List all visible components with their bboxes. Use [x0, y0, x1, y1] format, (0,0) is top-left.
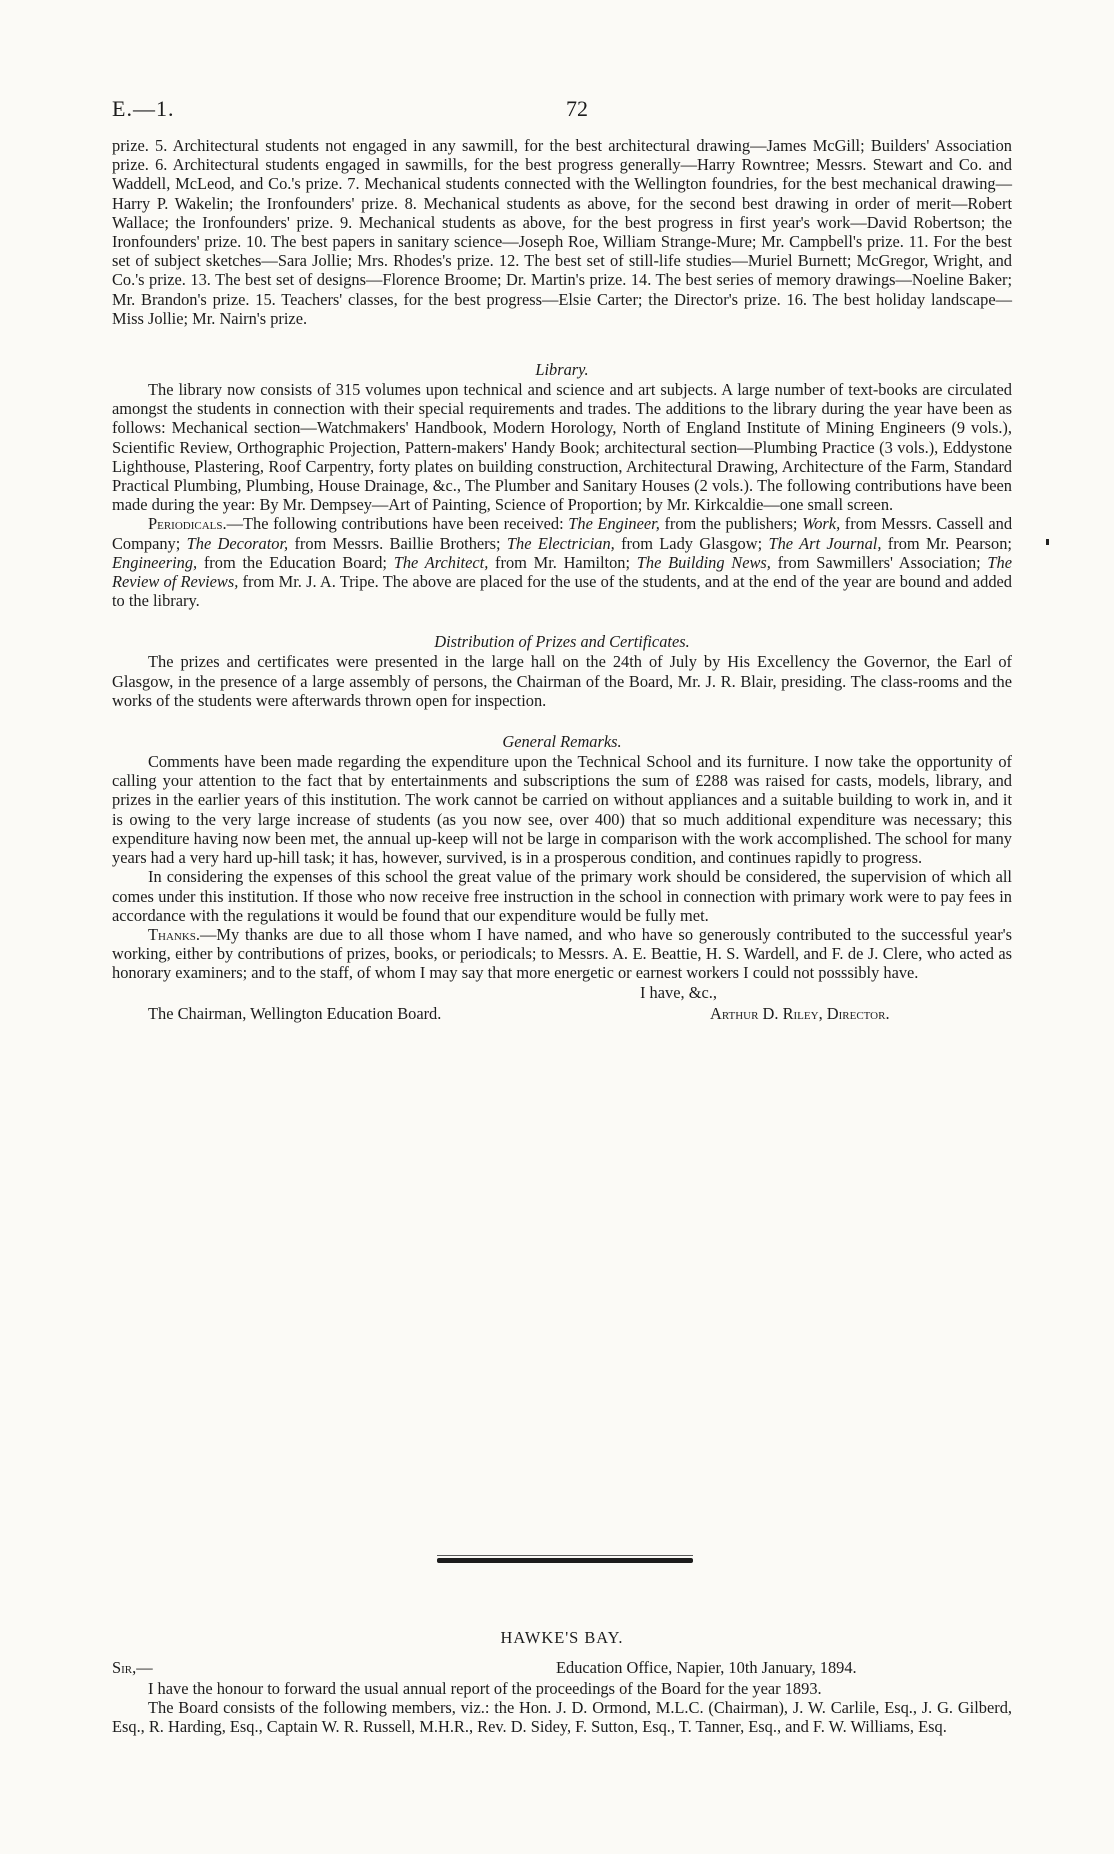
page-header: [112, 96, 1012, 136]
dateline: Education Office, Napier, 10th January, 1894.: [556, 1658, 857, 1677]
thanks-label: Thanks.: [148, 924, 201, 944]
margin-mark: [1046, 539, 1049, 545]
hawkes-bay-section: [112, 1628, 1012, 1737]
prizes-paragraph: prize. 5. Architectural students not engaged in any sawmill, for the best architectural drawing—James McGill; Builders' Association prize. 6. Architectural students engaged in sawmills, for the best progress generally—Harry Rowntree; Messrs. Stewart and Co. and Waddell, McLeod, and Co.'s prize. 7. Mechanical students connected with the Wellington foundries, for the best mechanical drawing—Harry P. Wakelin; the Ironfounders' prize. 8. Mechanical students as above, for the second best drawing in order of merit—Robert Wallace; the Ironfounders' prize. 9. Mechanical students as above, for the best progress in first year's work—David Robertson; the Ironfounders' prize. 10. The best papers in sanitary science—Joseph Roe, William Strange-Mure; Mr. Campbell's prize. 11. For the best set of subject sketches—Sara Jollie; Mrs. Rhodes's prize. 12. The best set of still-life studies—Muriel Burnett; McGregor, Wright, and Co.'s prize. 13. The best set of designs—Florence Broome; Dr. Martin's prize. 14. The best series of memory drawings—Noeline Baker; Mr. Brandon's prize. 15. Teachers' classes, for the best progress—Elsie Carter; the Director's prize. 16. The best holiday landscape—Miss Jollie; Mr. Nairn's prize.: [112, 136, 1012, 328]
library-title: Library.: [535, 360, 589, 380]
page-reference: E.—1.: [112, 96, 175, 121]
hawkes-bay-title: HAWKE'S BAY.: [500, 1628, 624, 1647]
signer: Arthur D. Riley, Director.: [710, 1003, 890, 1023]
signature-row: [112, 1004, 1012, 1025]
addressee: The Chairman, Wellington Education Board.: [148, 1003, 442, 1023]
section-divider: [437, 1558, 693, 1563]
dateline-row: [112, 1658, 1012, 1679]
closing-row: [112, 983, 1012, 1004]
document-page: [112, 96, 1012, 1025]
hawkes-bay-paragraph-2: The Board consists of the following members, viz.: the Hon. J. D. Ormond, M.L.C. (Chairman), J. W. Carlile, Esq., J. G. Gilberd, Esq., R. Harding, Esq., Captain W. R. Russell, M.H.R., Rev. D. Sidey, F. Sutton, Esq., T. Tanner, Esq., and F. W. Williams, Esq.: [112, 1698, 1012, 1737]
salutation: Sir,—: [112, 1658, 153, 1677]
periodicals-label: Periodicals.: [148, 514, 227, 534]
closing: I have, &c.,: [640, 982, 717, 1002]
thanks-paragraph: Thanks.—My thanks are due to all those whom I have named, and who have so generously contributed to the successful year's working, either by contributions of prizes, books, or periodicals; to Messrs. A. E. Beattie, H. S. Wardell, and F. de J. Clere, who acted as honorary examiners; and to the staff, of whom I may say that more energetic or earnest workers I could not posssibly have.: [112, 924, 1012, 983]
distribution-paragraph: The prizes and certificates were presented in the large hall on the 24th of July by His Excellency the Governor, the Earl of Glasgow, in the presence of a large assembly of persons, the Chairman of the Board, Mr. J. R. Blair, presiding. The class-rooms and the works of the students were afterwards thrown open for inspection.: [112, 652, 1012, 710]
hawkes-bay-paragraph-1: I have the honour to forward the usual annual report of the proceedings of the Board for the year 1893.: [148, 1679, 822, 1698]
remarks-title: General Remarks.: [502, 732, 622, 752]
periodicals-paragraph: Periodicals.—The following contributions have been received: The Engineer, from the publishers; Work, from Messrs. Cassell and Company; The Decorator, from Messrs. Baillie Brothers; The Electrician, from Lady Glasgow; The Art Journal, from Mr. Pearson; Engineering, from the Education Board; The Architect, from Mr. Hamilton; The Building News, from Sawmillers' Association; The Review of Reviews, from Mr. J. A. Tripe. The above are placed for the use of the students, and at the end of the year are bound and added to the library.: [112, 514, 1013, 611]
remarks-paragraph-1: Comments have been made regarding the expenditure upon the Technical School and its furniture. I now take the opportunity of calling your attention to the fact that by entertainments and subscriptions the sum of £288 was raised for casts, models, library, and prizes in the earlier years of this institution. The work cannot be carried on without appliances and a suitable building to work in, and it is owing to the very large increase of students (as you now see, over 400) that so much additional expenditure was necessary; this expenditure having now been met, the annual up-keep will not be large in comparison with the work accomplished. The school for many years had a very hard up-hill task; it has, however, survived, is in a prosperous condition, and continues rapidly to progress.: [112, 752, 1012, 868]
section-divider-thin: [437, 1555, 693, 1556]
library-paragraph: The library now consists of 315 volumes upon technical and science and art subjects. A large number of text-books are circulated amongst the students in connection with their special requirements and trades. The additions to the library during the year have been as follows: Mechanical section—Watchmakers' Handbook, Modern Horology, North of England Institute of Mining Engineers (9 vols.), Scientific Review, Orthographic Projection, Pattern-makers' Handy Book; architectural section—Plumbing Practice (3 vols.), Eddystone Lighthouse, Plastering, Roof Carpentry, forty plates on building construction, Architectural Drawing, Architecture of the Farm, Standard Practical Plumbing, Plumbing, House Drainage, &c., The Plumber and Sanitary Houses (2 vols.). The following contributions have been made during the year: By Mr. Dempsey—Art of Painting, Science of Proportion; by Mr. Kirkcaldie—one small screen.: [112, 380, 1012, 515]
page-number: 72: [566, 96, 588, 121]
distribution-title: Distribution of Prizes and Certificates.: [434, 632, 690, 652]
remarks-paragraph-2: In considering the expenses of this school the great value of the primary work should be considered, the supervision of which all comes under this institution. If those who now receive free instruction in the school in connection with primary work were to pay fees in accordance with the regulations it would be found that our expenditure would be fully met.: [112, 867, 1012, 925]
